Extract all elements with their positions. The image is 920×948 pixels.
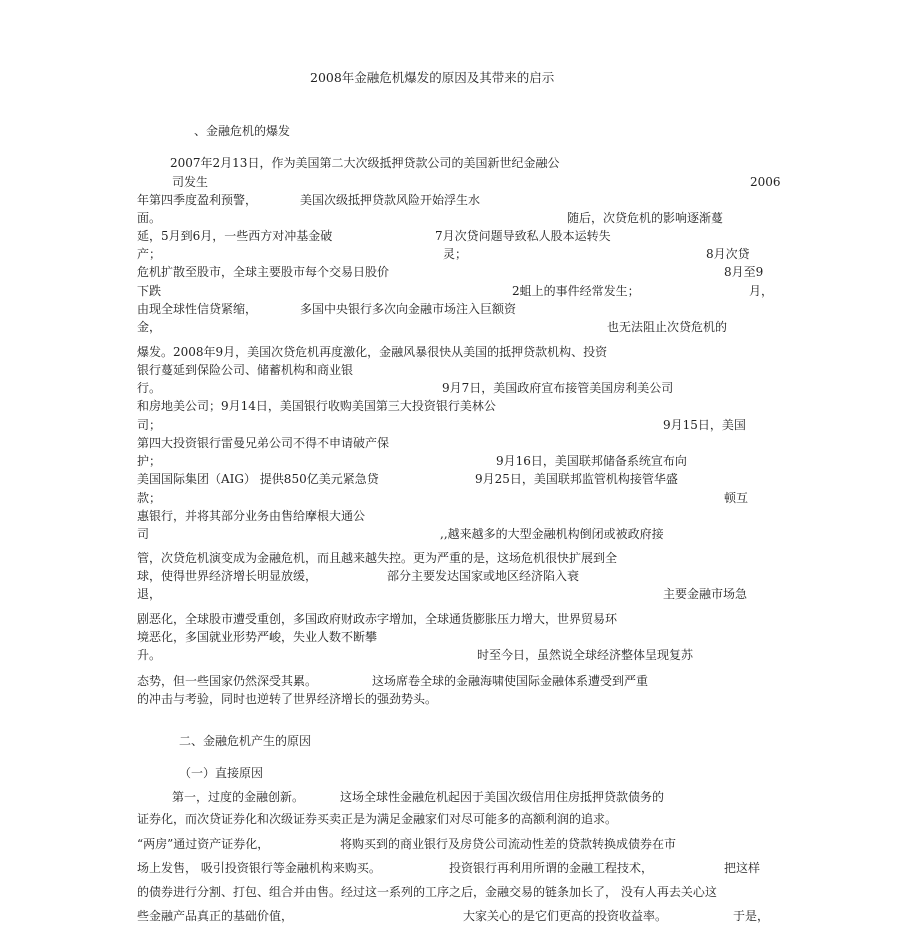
- text-line: 将购买到的商业银行及房贷公司流动性差的贷款转换成债券在市: [340, 837, 677, 851]
- text-line: 2蛆上的事件经常发生；: [512, 284, 640, 298]
- text-line: 也无法阻止次贷危机的: [607, 320, 728, 334]
- text-line: 司；: [137, 418, 162, 432]
- text-line: ,,越来越多的大型金融机构倒闭或被政府接: [440, 527, 664, 541]
- text-line: 多国中央银行多次向金融市场注入巨额资: [300, 302, 517, 316]
- text-line: 态势，但一些国家仍然深受其累。: [137, 674, 318, 688]
- subsection-heading: （一）直接原因: [179, 766, 264, 780]
- text-line: 银行蔓延到保险公司、储蓄机构和商业银: [137, 363, 354, 377]
- text-line: 2006: [750, 175, 781, 189]
- text-line: 随后，次贷危机的影响逐渐蔓: [567, 211, 724, 225]
- document-title: 2008年金融危机爆发的原因及其带来的启示: [310, 70, 555, 85]
- text-line: 9月25日，美国联邦监管机构接管华盛: [475, 472, 678, 486]
- text-line: 下跌: [137, 284, 162, 298]
- text-line: 境恶化，多国就业形势严峻，失业人数不断攀: [137, 630, 378, 644]
- section-heading: 、金融危机的爆发: [194, 124, 291, 138]
- text-line: 把这样: [724, 861, 761, 875]
- text-line: 时至今日，虽然说全球经济整体呈现复苏: [477, 648, 694, 662]
- text-line: 司发生: [172, 175, 209, 189]
- text-line: 部分主要发达国家或地区经济陷入衰: [387, 569, 580, 583]
- text-line: “两房”通过资产证券化，: [137, 837, 270, 851]
- text-line: 剧恶化，全球股市遭受重创，多国政府财政赤字增加，全球通货膨胀压力增大，世界贸易环: [137, 612, 618, 626]
- text-line: 些金融产品真正的基础价值，: [137, 909, 294, 923]
- text-line: 2007年2月13日，作为美国第二大次级抵押贷款公司的美国新世纪金融公: [170, 156, 560, 170]
- text-line: 升。: [137, 648, 162, 662]
- text-line: 惠银行，并将其部分业务由售给摩根大通公: [137, 509, 366, 523]
- text-line: 场上发售， 吸引投资银行等金融机构来购买。: [137, 861, 381, 875]
- text-line: 灵；: [443, 247, 468, 261]
- text-line: 行。: [137, 381, 162, 395]
- text-line: 司: [137, 527, 150, 541]
- section-heading: 二、金融危机产生的原因: [179, 734, 312, 748]
- text-line: 8月至9: [724, 265, 764, 279]
- text-line: 年第四季度盈利预警，: [137, 193, 258, 207]
- text-line: 的债券进行分割、打包、组合并由售。经过这一系列的工序之后，金融交易的链条加长了， 没有人再去关心这: [137, 885, 717, 899]
- text-line: 护；: [137, 454, 162, 468]
- text-line: 证券化，而次贷证券化和次级证券买卖正是为满足金融家们对尽可能多的高额利润的追求。: [137, 812, 618, 826]
- text-line: 产；: [137, 247, 162, 261]
- text-line: 9月7日，美国政府宣布接管美国房利美公司: [442, 381, 674, 395]
- text-line: 月，: [749, 284, 774, 298]
- text-line: 的冲击与考验，同时也逆转了世界经济增长的强劲势头。: [137, 692, 438, 706]
- text-line: 这场全球性金融危机起因于美国次级信用住房抵押贷款债务的: [340, 790, 665, 804]
- text-line: 第四大投资银行雷曼兄弟公司不得不申请破产保: [137, 436, 390, 450]
- text-line: 8月次贷: [706, 247, 750, 261]
- text-line: 延，5月到6月，一些西方对冲基金破: [137, 229, 333, 243]
- text-line: 主要金融市场急: [663, 587, 748, 601]
- text-line: 爆发。2008年9月，美国次贷危机再度激化，金融风暴很快从美国的抵押贷款机构、投资: [137, 345, 608, 359]
- text-line: 管，次贷危机演变成为金融危机，而且越来越失控。更为严重的是，这场危机很快扩展到全: [137, 551, 618, 565]
- text-line: 7月次贷问题导致私人股本运转失: [435, 229, 611, 243]
- text-line: 大家关心的是它们更高的投资收益率。: [463, 909, 668, 923]
- text-line: 顿互: [724, 491, 749, 505]
- text-line: 金，: [137, 320, 162, 334]
- text-line: 面。: [137, 211, 162, 225]
- text-line: 和房地美公司；9月14日，美国银行收购美国第三大投资银行美林公: [137, 399, 496, 413]
- text-line: 款；: [137, 491, 162, 505]
- text-line: 球，使得世界经济增长明显放缓，: [137, 569, 318, 583]
- text-line: 由现全球性信贷紧缩，: [137, 302, 258, 316]
- text-line: 美国次级抵押贷款风险开始浮生水: [300, 193, 481, 207]
- text-line: 第一，过度的金融创新。: [172, 790, 305, 804]
- text-line: 这场席卷全球的金融海啸使国际金融体系遭受到严重: [372, 674, 649, 688]
- text-line: 于是，: [733, 909, 770, 923]
- text-line: 9月16日，美国联邦储备系统宣布向: [496, 454, 687, 468]
- text-line: 9月15日，美国: [663, 418, 746, 432]
- text-line: 投资银行再利用所谓的金融工程技术，: [449, 861, 654, 875]
- text-line: 美国国际集团（AIG） 提供850亿美元紧急贷: [137, 472, 379, 486]
- text-line: 危机扩散至股市，全球主要股市每个交易日股价: [137, 265, 390, 279]
- text-line: 退，: [137, 587, 162, 601]
